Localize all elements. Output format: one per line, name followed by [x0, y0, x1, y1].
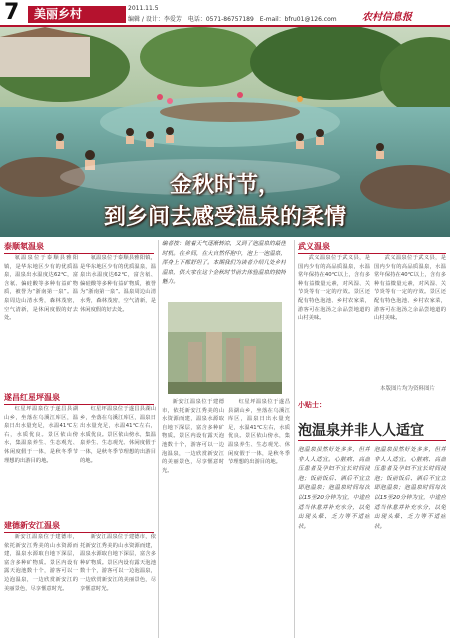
section-text-jiande-cont — [80, 533, 156, 637]
jiande-paragraph-2: 新安江温泉位于建德市，依托新安江秀美的山水资源而建，温泉水源取自地下深层，富含多种矿物质。景区内设有露天泡池数十个，游客可以一边泡温泉，一边欣赏新安江的美丽景色，尽享惬意时光。 — [80, 534, 156, 592]
issue-date: 2011.11.5 — [128, 5, 159, 12]
section-title: 美丽乡村 — [28, 6, 126, 23]
middle-text-2 — [228, 398, 290, 638]
hero-title-line2: 到乡间去感受温泉的柔情 — [103, 205, 346, 230]
suichang-paragraph-2: 红星坪温泉位于遂昌县湖山乡，坐落在乌溪江库区，温泉日出水量充足，水温41℃左右，水质优良。景区依山傍水，集温泉养生、生态观光、休闲度假于一体，是秋冬季节理想的出游目的地。 — [80, 406, 156, 464]
editor-info: 编辑 / 设计：李爱芳 电话：0571-86757189 E-mail：bfru01@126.com — [128, 16, 337, 23]
section-title-suichang: 遂昌红星坪温泉 — [4, 392, 154, 405]
section-text-suichang-cont — [80, 405, 156, 515]
tips-label: 小贴士： — [298, 401, 326, 409]
tips-rule — [298, 440, 446, 441]
wuyi-paragraph-2: 武义温泉位于武义县，是国内少有的高品质温泉，水温常年保持在40℃以上，含有多种有益微量元素，对风湿、关节炎等有一定的疗效。景区还配有特色泡池、乡村农家菜，游客可在泡汤之余品尝地道的山村美味。 — [374, 255, 446, 322]
section-title-jiande: 建德新安江温泉 — [4, 520, 154, 533]
section-title-wuyi: 武义温泉 — [298, 241, 446, 254]
section-text-wuyi — [298, 254, 370, 384]
middle-paragraph-1: 新安江温泉位于建德市，依托新安江秀美的山水资源而建，温泉水源取自地下深层，富含多种矿物质。景区内设有露天泡池数十个，游客可以一边泡温泉，一边欣赏新安江的美丽景色，尽享惬意时光。 — [162, 399, 224, 474]
suichang-paragraph: 红星坪温泉位于遂昌县湖山乡，坐落在乌溪江库区，温泉日出水量充足，水温41℃左右，水质优良。景区依山傍水，集温泉养生、生态观光、休闲度假于一体，是秋冬季节理想的出游目的地。 — [4, 406, 78, 464]
photo-credit: 本版图片均为资料图片 — [380, 386, 436, 392]
page-header — [0, 0, 450, 26]
hero-title-line1: 金秋时节， — [169, 173, 280, 198]
section-text-taishun — [4, 254, 78, 384]
column-divider-2 — [294, 240, 295, 638]
tips-paragraph-2: 泡温泉虽然好处多多，但并非人人适宜。心脏病、高血压患者及孕妇不宜长时间浸泡；饭前饭后、酒后不宜立即泡温泉；泡温泉时间每次以15至20分钟为宜，中途应适当休息并补充水分，以免出现头晕、乏力等不适症状。 — [374, 447, 446, 530]
tips-headline: 泡温泉并非人人适宜 — [298, 423, 424, 439]
page-number: 7 — [4, 0, 20, 25]
taishun-paragraph-2: 氡温泉位于泰顺县雅阳镇，是华东地区少有的优质温泉，温泉出水温度达62℃，富含氡、偏硅酸等多种有益矿物质，被誉为“浙南第一泉”。温泉周边山清水秀，森林茂密，空气清新，是休闲度假的好去处。 — [80, 255, 156, 313]
jiande-paragraph: 新安江温泉位于建德市，依托新安江秀美的山水资源而建，温泉水源取自地下深层，富含多种矿物质。景区内设有露天泡池数十个，游客可以一边泡温泉，一边欣赏新安江的美丽景色，尽享惬意时光。 — [4, 534, 78, 592]
middle-paragraph-2: 红星坪温泉位于遂昌县湖山乡，坐落在乌溪江库区，温泉日出水量充足，水温41℃左右，水质优良。景区依山傍水，集温泉养生、生态观光、休闲度假于一体，是秋冬季节理想的出游目的地。 — [228, 399, 290, 466]
newspaper-name: 农村信息报 — [362, 12, 412, 23]
tips-text-2 — [374, 446, 446, 636]
taishun-paragraph: 氡温泉位于泰顺县雅阳镇，是华东地区少有的优质温泉，温泉出水温度达62℃，富含氡、偏硅酸等多种有益矿物质，被誉为“浙南第一泉”。温泉周边山清水秀，森林茂密，空气清新，是休闲度假的好去处。 — [4, 255, 78, 322]
stone-carving-photo — [168, 302, 282, 394]
middle-text-1 — [162, 398, 224, 638]
column-divider-1 — [158, 240, 159, 638]
section-text-wuyi-cont — [374, 254, 446, 384]
section-text-suichang — [4, 405, 78, 515]
stone-carving-illustration — [168, 302, 282, 394]
editor-note: 编者按：随着天气逐渐转凉，又到了泡温泉的最佳时机。在乡间，在大自然怀抱中，泡上一泡温泉，浑身上下都舒坦了。本期我们为读者介绍几处乡村温泉，供大家在这个金秋时节前去体验温泉的独特魅力。 — [162, 241, 286, 286]
section-title-taishun: 泰顺氡温泉 — [4, 241, 154, 254]
wuyi-paragraph: 武义温泉位于武义县，是国内少有的高品质温泉，水温常年保持在40℃以上，含有多种有益微量元素，对风湿、关节炎等有一定的疗效。景区还配有特色泡池、乡村农家菜，游客可在泡汤之余品尝地道的山村美味。 — [298, 255, 370, 322]
section-text-taishun-cont — [80, 254, 156, 384]
tips-text-1 — [298, 446, 370, 636]
section-text-jiande — [4, 533, 78, 637]
tips-paragraph-1: 泡温泉虽然好处多多，但并非人人适宜。心脏病、高血压患者及孕妇不宜长时间浸泡；饭前饭后、酒后不宜立即泡温泉；泡温泉时间每次以15至20分钟为宜，中途应适当休息并补充水分，以免出现头晕、乏力等不适症状。 — [298, 447, 370, 530]
